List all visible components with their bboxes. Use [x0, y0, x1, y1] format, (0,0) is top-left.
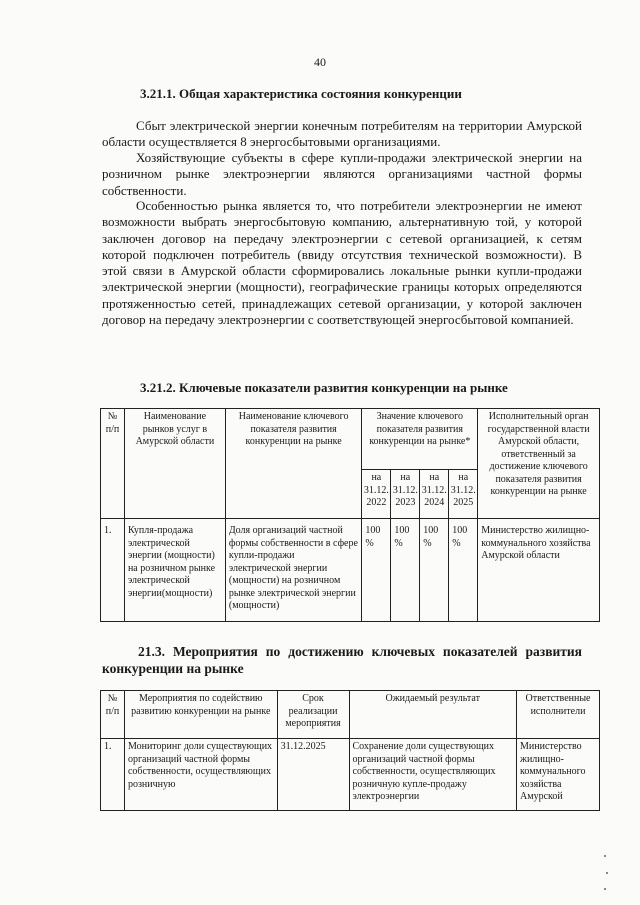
section-heading-21-3: 21.3. Мероприятия по достижению ключевых показателей развития конкуренции на рынке: [102, 644, 582, 676]
paragraph-3: Особенностью рынка является то, что потребители электроэнергии не имеют возможности выбрать энергосбытовую компанию, альтернативную той, у которой заключен договор на передачу электроэнергии с сетевой организацией, к сетям которой подключен потребитель (ввиду отсутствия технической возможности). В этой связи в Амурской области сформировались локальные рынки купли-продажи электрической энергии (мощности), географические границы которых определяются протяженностью сетей, принадлежащих сетевой организации, у которой заключен договор на передачу электроэнергии с соответствующей энергосбытовой компанией.: [102, 198, 582, 328]
header-year-2023: на 31.12. 2023: [391, 470, 420, 519]
cell-value-2024: 100 %: [420, 519, 449, 622]
cell-value-2022: 100 %: [362, 519, 391, 622]
measures-table: [100, 690, 600, 811]
header-num: № п/п: [101, 691, 125, 739]
cell-market: Купля-продажа электрической энергии (мощности) на розничном рынке электрической энергии(мощности): [124, 519, 225, 622]
header-year-2024: на 31.12. 2024: [420, 470, 449, 519]
scan-speck: [606, 872, 608, 874]
cell-measure: Мониторинг доли существующих организаций частной формы собственности, осуществляющих розничную: [124, 739, 277, 811]
table-row: [101, 519, 600, 622]
cell-num: 1.: [101, 739, 125, 811]
scan-speck: [604, 855, 606, 857]
cell-deadline: 31.12.2025: [277, 739, 349, 811]
cell-executor: Министерство жилищно-коммунального хозяйства Амурской области: [478, 519, 600, 622]
cell-indicator: Доля организаций частной формы собственности в сфере купли-продажи электрической энергии (мощности) на розничном рынке электрической энергии (мощности): [225, 519, 362, 622]
cell-value-2023: 100 %: [391, 519, 420, 622]
table-row: [101, 739, 600, 811]
header-value: Значение ключевого показателя развития конкуренции на рынке*: [362, 409, 478, 470]
header-measure: Мероприятия по содействию развитию конкуренции на рынке: [124, 691, 277, 739]
cell-responsible: Министерство жилищно-коммунального хозяйства Амурской: [517, 739, 600, 811]
key-indicators-table: [100, 408, 600, 622]
section-heading-3-21-1: 3.21.1. Общая характеристика состояния конкуренции: [140, 86, 462, 101]
header-market: Наименование рынков услуг в Амурской области: [124, 409, 225, 519]
header-executor: Исполнительный орган государственной власти Амурской области, ответственный за достижение ключевого показателя развития конкуренции на рынке: [478, 409, 600, 519]
header-responsible: Ответственные исполнители: [517, 691, 600, 739]
header-year-2022: на 31.12. 2022: [362, 470, 391, 519]
header-result: Ожидаемый результат: [349, 691, 517, 739]
header-indicator: Наименование ключевого показателя развития конкуренции на рынке: [225, 409, 362, 519]
paragraph-1: Сбыт электрической энергии конечным потребителям на территории Амурской области осуществляется 8 энергосбытовыми организациями.: [102, 118, 582, 150]
cell-result: Сохранение доли существующих организаций частной формы собственности, осуществляющих розничную купле-продажу электроэнергии: [349, 739, 517, 811]
section-heading-3-21-2: 3.21.2. Ключевые показатели развития конкуренции на рынке: [140, 380, 508, 395]
scan-speck: [604, 888, 606, 890]
cell-value-2025: 100 %: [449, 519, 478, 622]
cell-num: 1.: [101, 519, 125, 622]
header-num: № п/п: [101, 409, 125, 519]
paragraph-2: Хозяйствующие субъекты в сфере купли-продажи электрической энергии на розничном рынке электроэнергии являются организациями частной формы собственности.: [102, 150, 582, 198]
page-number: 40: [314, 55, 326, 69]
header-deadline: Срок реализации мероприятия: [277, 691, 349, 739]
header-year-2025: на 31.12. 2025: [449, 470, 478, 519]
